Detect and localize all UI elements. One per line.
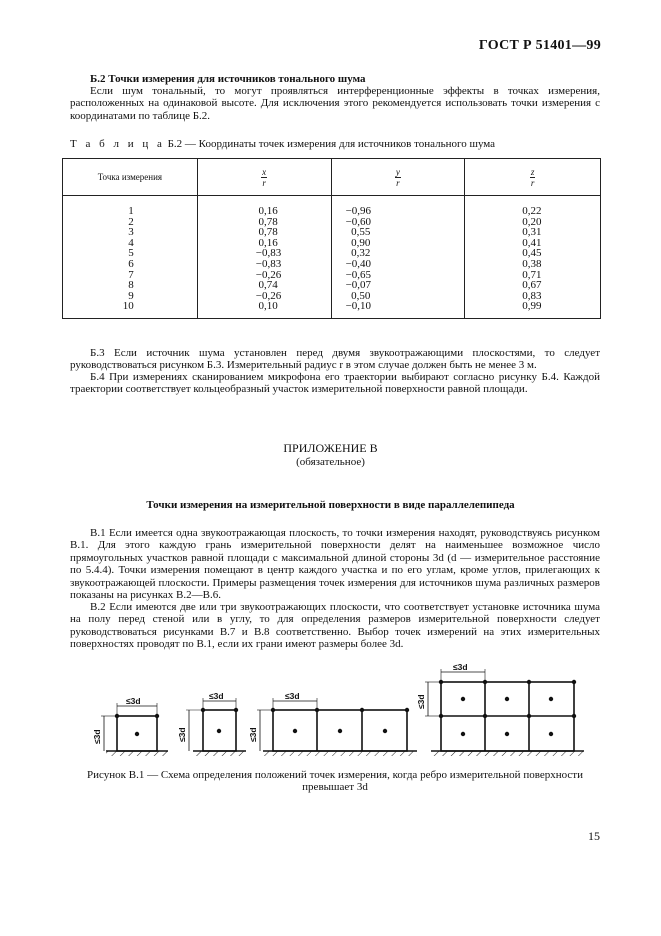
header-y-num: y (395, 166, 400, 177)
header-z-num: z (530, 166, 535, 177)
para-v1-text: В.1 Если имеется одна звукоотражающая плоскость, то точки измерения находят, руководствуясь рисунком В.1. Для этого каждую грань измерительной поверхности делят на наименьшее возможное число прямоугольных участков равной площади с максимальной длиной стороны 3d (d — измерительное расстояние по 5.4.4). Точки измерения помещают в центр каждого участка и по его углам, кроме углов, прилегающих к звукоотражающей плоскости. Примеры размещения точек измерения для источников шума различных размеров показаны на рисунках В.2—В.6. (70, 527, 600, 602)
box-3-point-corner (360, 708, 364, 712)
box-4-point-center (549, 697, 553, 701)
table-cell-y: −0,60 (345, 215, 372, 228)
para-b4-text: Б.4 При измерениях сканированием микрофона его траектории выбирают согласно рисунку Б.4. Каждой траектории соответствует кольцеобразный участок измерительной поверхности равной площади. (70, 371, 600, 396)
table-caption-prefix: Т а б л и ц а (70, 138, 165, 150)
table-cell-z: 0,99 (522, 300, 542, 313)
table-cell-point: 9 (128, 289, 134, 302)
box-1-point-center (135, 732, 139, 736)
box-3-point-center (383, 729, 387, 733)
table-cell-point: 10 (122, 300, 134, 313)
table-cell-z: 0,41 (522, 236, 542, 249)
table-cell-z: 0,45 (522, 247, 542, 260)
appendix-subtitle: (обязательное) (296, 456, 365, 468)
box-4-point-corner (572, 680, 576, 684)
box-4-point-center (505, 732, 509, 736)
table-cell-point: 2 (128, 215, 134, 228)
box-4-point-center (505, 697, 509, 701)
table-cell-x: 0,74 (255, 279, 278, 292)
z-column (465, 196, 601, 319)
table-cell-x: 0,78 (255, 226, 278, 239)
table-cell-x: −0,83 (255, 257, 282, 270)
table-cell-point: 3 (128, 226, 134, 239)
table-cell-x: 0,16 (255, 236, 278, 249)
para-b3-text: Б.3 Если источник шума установлен перед двумя звукоотражающими плоскостями, то следует руководствоваться рисунком Б.3. Измерительный радиус r в этом случае должен быть не менее 3 м. (70, 347, 600, 372)
table-cell-y: 0,32 (345, 247, 371, 260)
table-body-row (63, 196, 601, 319)
para-v1 (70, 527, 600, 601)
appendix-heading: Точки измерения на измерительной поверхности в виде параллелепипеда (146, 499, 515, 511)
box-2-tall (186, 698, 246, 756)
table-cell-point: 1 (128, 205, 134, 217)
table-cell-x: 0,10 (255, 300, 278, 313)
para-b4 (70, 371, 600, 396)
table-caption (70, 138, 495, 150)
table-cell-y: −0,65 (345, 268, 372, 281)
section-b2-text (70, 85, 600, 122)
table-cell-x: −0,26 (255, 268, 282, 281)
page-number: 15 (588, 829, 600, 843)
header-x-over-r (197, 159, 331, 196)
section-b2-paragraph: Если шум тональный, то могут проявляться интерференционные эффекты в точках измерения, расположенных на одинаковой высоте. Для исключения этого рекомендуется использовать точки измерения с координатами по таблице Б.2. (70, 85, 600, 122)
box-4-point-corner (572, 714, 576, 718)
table-cell-x: 0,16 (255, 205, 278, 217)
figure-v1-diagram (80, 660, 600, 765)
box-4-point-corner (527, 680, 531, 684)
box-4-point-center (549, 732, 553, 736)
box-1-dim-side-label: ≤3d (92, 729, 102, 744)
table-cell-z: 0,20 (522, 215, 542, 228)
header-z-over-r (465, 159, 601, 196)
table-cell-y: 0,55 (345, 226, 371, 239)
figure-caption-line2: превышает 3d (302, 781, 368, 794)
table-cell-x: −0,26 (255, 289, 282, 302)
table-cell-y: −0,10 (345, 300, 372, 313)
x-column (197, 196, 331, 319)
box-4-point-center (461, 697, 465, 701)
header-z-den: r (530, 177, 535, 188)
box-3-dim-side-label: ≤3d (248, 727, 258, 742)
box-2-dim-side-label: ≤3d (177, 727, 187, 742)
table-cell-z: 0,22 (522, 205, 542, 217)
table-cell-z: 0,31 (522, 226, 542, 239)
point-column (63, 196, 198, 319)
table-cell-z: 0,83 (522, 289, 542, 302)
box-3-wide (257, 698, 417, 756)
document-id-header: ГОСТ Р 51401—99 (478, 38, 601, 53)
table-cell-point: 8 (128, 279, 134, 292)
appendix-title: ПРИЛОЖЕНИЕ В (283, 441, 378, 455)
header-y-over-r (331, 159, 465, 196)
table-caption-text: Б.2 — Координаты точек измерения для источников тонального шума (164, 138, 496, 150)
header-y-den: r (396, 177, 400, 188)
table-cell-y: −0,96 (345, 205, 372, 217)
table-cell-z: 0,38 (522, 257, 542, 270)
figure-caption-line1: Рисунок В.1 — Схема определения положений точек измерения, когда ребро измерительной поверхности (87, 769, 583, 781)
header-point: Точка измерения (63, 159, 198, 196)
table-cell-y: 0,90 (345, 236, 371, 249)
section-b2-title: Б.2 Точки измерения для источников тонального шума (90, 73, 366, 85)
para-v2-text: В.2 Если имеются две или три звукоотражающих плоскости, что соответствует установке источника шума на полу перед стеной или в углу, то для определения размеров измерительной поверхности следует руководствоваться рисунками В.7 и В.8 соответственно. Выбор точек измерений на этих измерительных поверхностях проводят по В.1, если их грани имеют размеры более 3d. (70, 601, 600, 651)
table-header-row (63, 159, 601, 196)
box-4-point-corner (483, 714, 487, 718)
coordinates-table (62, 158, 601, 319)
table-cell-x: 0,78 (255, 215, 278, 228)
table-cell-point: 4 (128, 236, 134, 249)
table-cell-y: 0,50 (345, 289, 371, 302)
para-v2 (70, 601, 600, 651)
para-b3 (70, 347, 600, 372)
table-cell-z: 0,71 (522, 268, 542, 281)
box-2-point-center (217, 729, 221, 733)
box-4-large (425, 669, 584, 756)
header-x-num: x (262, 166, 267, 177)
figure-caption (70, 769, 600, 794)
box-1-dim-top-label: ≤3d (126, 696, 141, 706)
box-1-single (101, 703, 168, 756)
box-3-dim-top-label: ≤3d (285, 691, 300, 701)
table-cell-point: 6 (128, 257, 134, 270)
table-cell-z: 0,67 (522, 279, 542, 292)
y-column (331, 196, 465, 319)
table-cell-y: −0,40 (345, 257, 372, 270)
box-3-point-corner (405, 708, 409, 712)
box-3-point-center (293, 729, 297, 733)
box-2-dim-top-label: ≤3d (209, 691, 224, 701)
box-4-point-center (461, 732, 465, 736)
box-4-dim-side-label: ≤3d (416, 694, 426, 709)
box-3-point-center (338, 729, 342, 733)
box-4-point-corner (527, 714, 531, 718)
table-cell-point: 7 (128, 268, 134, 281)
table-cell-point: 5 (128, 247, 134, 260)
table-cell-x: −0,83 (255, 247, 282, 260)
table-cell-y: −0,07 (345, 279, 372, 292)
box-4-dim-top-label: ≤3d (453, 662, 468, 672)
header-x-den: r (262, 177, 266, 188)
